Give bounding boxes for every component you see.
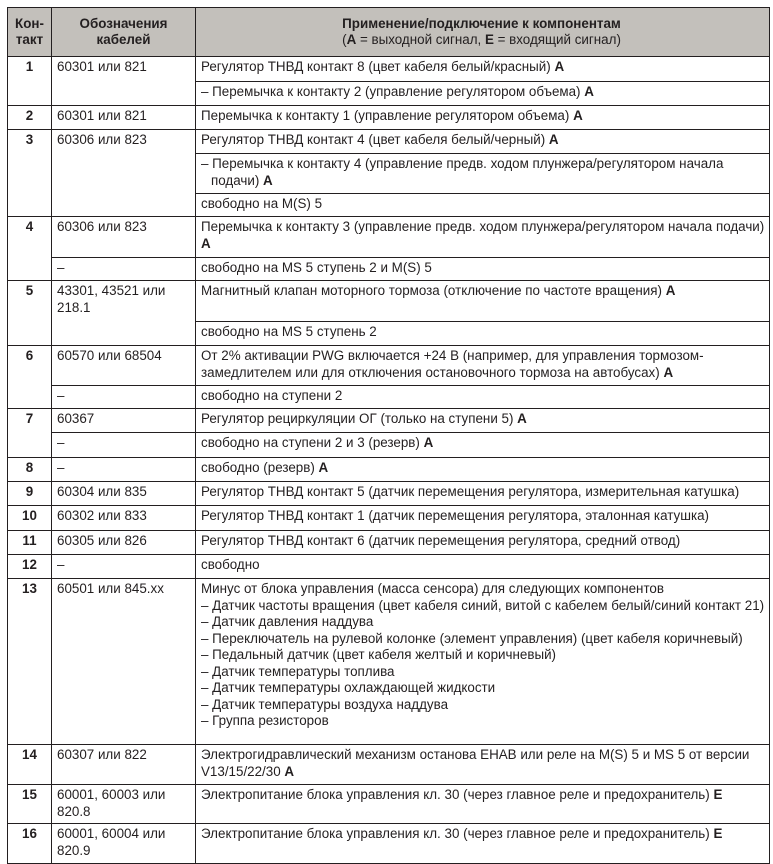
application-cell [196,506,770,531]
application-cell [196,745,770,785]
cable-designation: 60301 или 821 [52,57,196,106]
application-cell [196,433,770,458]
application-cell [196,130,770,154]
application-description: Перемычка к контакту 1 (управление регулятором объема) [201,108,574,123]
signal-type: A [554,59,565,74]
application-cell [196,322,770,346]
header-cables [52,8,196,57]
application-cell [196,555,770,579]
legend-a-symbol: A [346,32,357,47]
application-cell [196,386,770,409]
contact-number: 13 [8,579,52,745]
application-cell [196,482,770,506]
cable-designation: 60570 или 68504 [52,346,196,386]
header-application-title: Применение/подключение к компонентам [342,16,621,31]
signal-type: A [573,108,583,123]
application-cell [196,258,770,281]
cable-designation: 60501 или 845.xx [52,579,196,745]
application-text [201,484,739,499]
table-row [8,555,770,579]
table-sub-row [8,433,770,458]
table-row [8,579,770,745]
cable-designation: 43301, 43521 или 218.1 [52,281,196,346]
contact-number: 8 [8,458,52,482]
component-list-item: – Педальный датчик (цвет кабеля желтый и коричневый) [201,647,557,662]
cable-designation: 60302 или 833 [52,506,196,531]
table-row [8,824,770,864]
application-description: Магнитный клапан моторного тормоза (отключение по частоте вращения) [201,283,666,298]
header-cables-line2: кабелей [96,32,151,47]
contact-number: 1 [8,57,52,106]
application-text [201,508,709,523]
application-cell [196,217,770,258]
cable-designation: 60001, 60004 или 820.9 [52,824,196,864]
signal-type: A [584,84,594,99]
cable-designation: 60304 или 835 [52,482,196,506]
signal-type: E [713,787,723,802]
table-row [8,785,770,824]
contact-number: 4 [8,217,52,281]
table-row [8,281,770,322]
application-cell [196,281,770,322]
component-list-item: – Датчик частоты вращения (цвет кабеля синий, витой с кабелем белый/синий контакт 21) [201,597,765,613]
application-cell [196,458,770,482]
application-description: Регулятор ТНВД контакт 5 (датчик перемещения регулятора, измерительная катушка) [201,484,740,499]
cable-designation: – [52,386,196,409]
application-description: Перемычка к контакту 3 (управление предв. ходом плунжера/регулятором начала подачи) [201,219,765,234]
application-description: свободно на MS 5 ступень 2 и M(S) 5 [201,260,432,275]
contact-number: 9 [8,482,52,506]
table-row [8,130,770,154]
application-text [201,260,432,275]
legend-e-desc: = входящий сигнал) [493,32,621,47]
application-text [201,59,564,74]
application-text [201,156,765,189]
application-description: Электропитание блока управления кл. 30 (через главное реле и предохранитель) [201,826,714,841]
application-text [201,283,675,298]
header-row [8,8,770,57]
table-row [8,531,770,555]
cable-designation: – [52,555,196,579]
pin-assignment-table [7,7,770,864]
header-contact-line2: такт [15,32,44,47]
contact-number: 15 [8,785,52,824]
application-text [201,219,764,251]
table-row [8,745,770,785]
application-cell [196,409,770,433]
application-description: Регулятор ТНВД контакт 4 (цвет кабеля белый/черный) [201,132,549,147]
application-description: свободно на MS 5 ступень 2 [201,324,377,339]
table-body [8,57,770,864]
application-description: – Перемычка к контакту 4 (управление предв. ходом плунжера/регулятором начала подачи) [201,156,724,188]
table-row [8,482,770,506]
signal-type: A [548,132,559,147]
application-description: От 2% активации PWG включается +24 В (например, для управления тормозом-замедлителем или для отключения остановочного тормоза на автобусах) [201,348,704,380]
contact-number: 11 [8,531,52,555]
component-list-item: – Переключатель на рулевой колонке (элемент управления) (цвет кабеля коричневый) [201,630,743,646]
application-intro: Минус от блока управления (масса сенсора) для следующих компонентов [201,581,664,596]
application-cell [196,154,770,194]
contact-number: 16 [8,824,52,864]
application-text [201,324,377,339]
component-list-item: – Датчик температуры топлива [201,663,395,679]
application-cell [196,57,770,82]
application-text [201,108,583,123]
application-text [201,196,322,211]
table-row [8,217,770,258]
application-cell [196,194,770,217]
application-text [201,460,328,475]
application-description: свободно [201,557,260,572]
table-row [8,57,770,82]
application-description: Регулятор ТНВД контакт 6 (датчик перемещения регулятора, средний отвод) [201,533,681,548]
cable-designation: 60301 или 821 [52,106,196,130]
table-row [8,106,770,130]
contact-number: 2 [8,106,52,130]
contact-number: 14 [8,745,52,785]
cable-designation: 60367 [52,409,196,433]
signal-type: A [665,283,676,298]
application-description: Электрогидравлический механизм останова EHAB или реле на M(S) 5 и MS 5 от версии V13/15/22/30 [201,747,750,779]
table-sub-row [8,258,770,281]
cable-designation: 60306 или 823 [52,130,196,217]
signal-type: E [713,826,723,841]
application-cell [196,531,770,555]
application-description: свободно на ступени 2 и 3 (резерв) [201,435,424,450]
application-text [201,388,342,403]
component-list-item: – Датчик температуры воздуха наддува [201,696,449,712]
signal-type: A [423,435,434,450]
contact-number: 10 [8,506,52,531]
contact-number: 6 [8,346,52,409]
component-list-item: – Датчик температуры охлаждающей жидкости [201,680,496,695]
component-list-item: – Группа резисторов [201,713,329,728]
table-row [8,506,770,531]
application-description: Регулятор рециркуляции ОГ (только на ступени 5) [201,411,518,426]
signal-type: A [263,172,273,188]
contact-number: 12 [8,555,52,579]
application-cell [196,82,770,106]
header-application [196,8,770,57]
cable-designation: – [52,458,196,482]
table-row [8,346,770,386]
application-cell [196,346,770,386]
legend-a-desc: = выходной сигнал, [356,32,485,47]
cable-designation: – [52,433,196,458]
contact-number: 5 [8,281,52,346]
legend-e-symbol: E [484,32,494,47]
cable-designation: 60307 или 822 [52,745,196,785]
cable-designation: – [52,258,196,281]
application-cell [196,824,770,864]
table-row [8,458,770,482]
application-cell [196,785,770,824]
cable-designation: 60305 или 826 [52,531,196,555]
application-text [201,826,722,841]
application-text [201,557,260,572]
application-text [201,533,680,548]
application-text [201,747,749,779]
application-text [201,132,559,147]
application-cell [196,579,770,745]
application-cell [196,106,770,130]
application-description: свободно на M(S) 5 [201,196,323,211]
application-description: свободно на ступени 2 [201,388,343,403]
cable-designation: 60306 или 823 [52,217,196,258]
application-text [201,787,722,802]
signal-type: A [318,460,329,475]
application-description: Регулятор ТНВД контакт 1 (датчик перемещения регулятора, эталонная катушка) [201,508,710,523]
signal-type: A [201,235,211,251]
application-description: Регулятор ТНВД контакт 8 (цвет кабеля белый/красный) [201,59,555,74]
header-signal-legend [342,32,621,47]
application-text [201,435,433,450]
component-list-item: – Датчик давления наддува [201,614,374,629]
cable-designation: 60001, 60003 или 820.8 [52,785,196,824]
signal-type: A [517,411,527,426]
application-text [201,84,765,101]
header-contact-line1: Кон- [15,16,44,31]
application-text [201,348,704,380]
application-description: – Перемычка к контакту 2 (управление регулятором объема) [201,84,585,99]
contact-number: 3 [8,130,52,217]
table-sub-row [8,386,770,409]
table-row [8,409,770,433]
application-description: свободно (резерв) [201,460,319,475]
contact-number: 7 [8,409,52,458]
signal-type: A [284,763,295,779]
signal-type: A [663,364,674,380]
application-text [201,411,527,426]
header-contact [8,8,52,57]
application-description: Электропитание блока управления кл. 30 (через главное реле и предохранитель) [201,787,714,802]
header-cables-line1: Обозначения [79,16,168,31]
legend-open: ( [342,32,347,47]
